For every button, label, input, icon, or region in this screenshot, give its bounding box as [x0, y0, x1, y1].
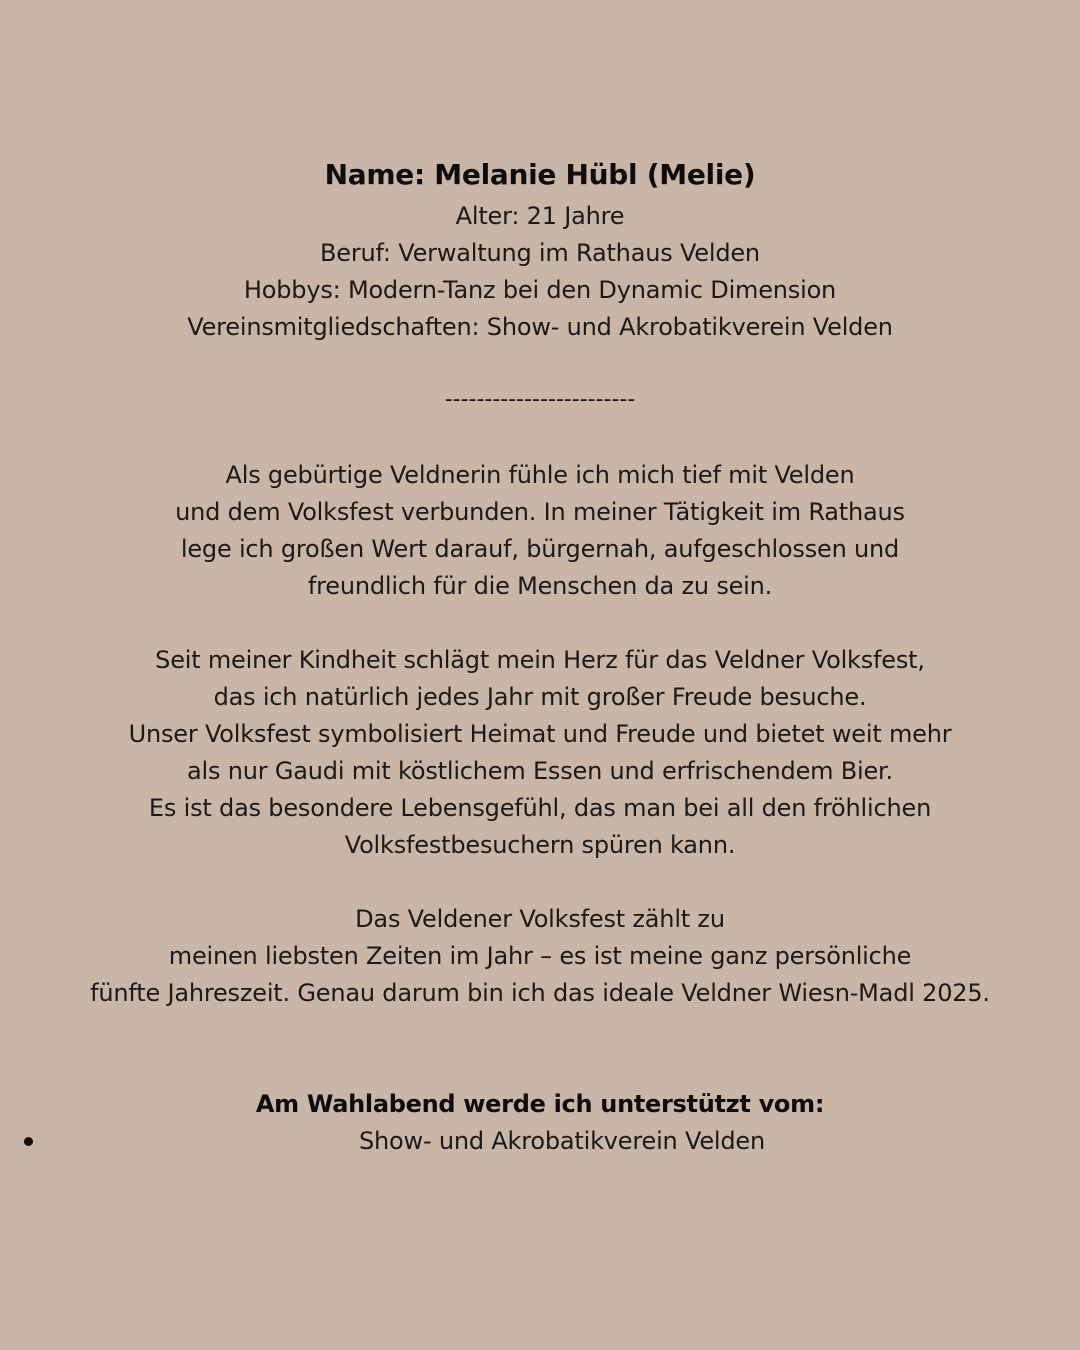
paragraph-2-line: Es ist das besondere Lebensgefühl, das man bei all den fröhlichen [148, 794, 932, 822]
paragraph-1-line: und dem Volksfest verbunden. In meiner Tätigkeit im Rathaus [175, 498, 905, 526]
section-divider: ------------------------ [444, 387, 636, 412]
profile-hobbies: Hobbys: Modern-Tanz bei den Dynamic Dimension [243, 276, 837, 304]
profile-job: Beruf: Verwaltung im Rathaus Velden [320, 239, 760, 267]
paragraph-1-line: Als gebürtige Veldnerin fühle ich mich tief mit Velden [225, 461, 855, 489]
paragraph-2-line: das ich natürlich jedes Jahr mit großer Freude besuche. [213, 683, 867, 711]
paragraph-1-line: lege ich großen Wert darauf, bürgernah, aufgeschlossen und [180, 535, 900, 563]
paragraph-3-line: fünfte Jahreszeit. Genau darum bin ich das ideale Veldner Wiesn-Madl 2025. [90, 979, 990, 1007]
paragraph-3-line: Das Veldener Volksfest zählt zu [355, 905, 725, 933]
support-list-item: Show- und Akrobatikverein Velden [359, 1127, 765, 1155]
paragraph-2-line: Volksfestbesuchern spüren kann. [344, 831, 736, 859]
paragraph-3-line: meinen liebsten Zeiten im Jahr – es ist meine ganz persönliche [168, 942, 912, 970]
paragraph-2-line: Seit meiner Kindheit schlägt mein Herz für das Veldner Volksfest, [155, 646, 925, 674]
profile-age: Alter: 21 Jahre [455, 202, 625, 230]
profile-name: Name: Melanie Hübl (Melie) [324, 158, 756, 191]
paragraph-1-line: freundlich für die Menschen da zu sein. [307, 572, 773, 600]
paragraph-2-line: Unser Volksfest symbolisiert Heimat und Freude und bietet weit mehr [128, 720, 952, 748]
profile-clubs: Vereinsmitgliedschaften: Show- und Akrobatikverein Velden [187, 313, 893, 341]
paragraph-2-line: als nur Gaudi mit köstlichem Essen und erfrischendem Bier. [187, 757, 893, 785]
support-heading: Am Wahlabend werde ich unterstützt vom: [255, 1090, 825, 1118]
